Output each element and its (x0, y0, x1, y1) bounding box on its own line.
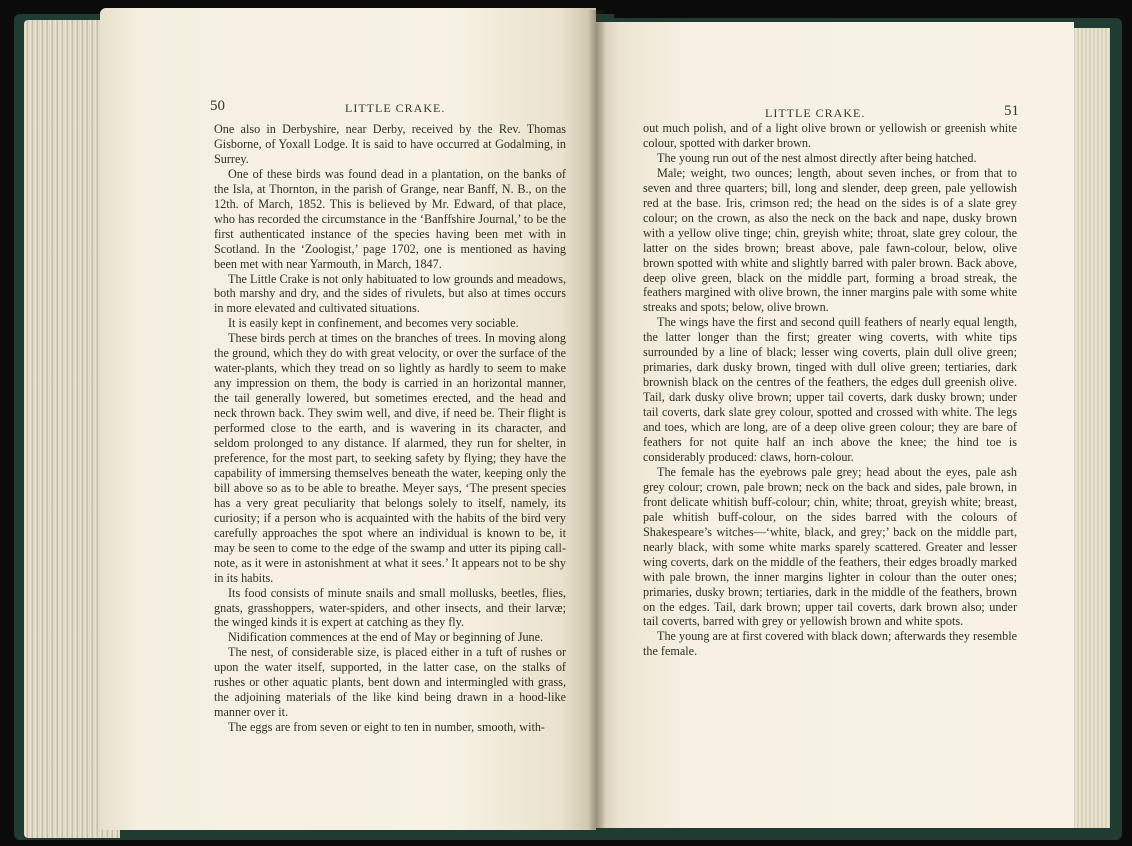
paragraph: The female has the eyebrows pale grey; head about the eyes, pale ash grey colour; crown, pale brown; neck on the back and sides, pale brown, in front delicate whitish buff-colour; chin, white; throat, greyish white; breast, pale whitish buff-colour, on the sides barred with the colours of Shakespeare’s witches—‘white, black, and grey;’ back on the middle part, nearly black, with some white marks sparely scattered. Greater and lesser wing coverts, dark on the middle of the feathers, their edges broadly marked with pale brown, the inner margins lighter in colour than the outer ones; primaries, dusky brown; tertiaries, dark in the middle of the feathers, brown on the edges. Tail, dark brown; upper tail coverts, dark brown also; under tail coverts, barred with grey or yellowish brown and white spots. (643, 464, 1017, 629)
paragraph: The wings have the first and second quill feathers of nearly equal length, the latter longer than the first; greater wing coverts, with white tips surrounded by a line of black; lesser wing coverts, plain dull olive green; primaries, dark dusky brown, tinged with dull olive green; tertiaries, dark brownish black on the centres of the feathers, the edges dull greenish olive. Tail, dark dusky olive brown; upper tail coverts, dark dusky brown; under tail coverts, dark slate grey colour, spotted and crossed with white. The legs and toes, which are long, are of a deep olive green colour; they are bare of feathers for not quite half an inch above the knee; the hind toe is considerably produced: claws, horn-colour. (643, 315, 1017, 464)
book-gutter (588, 10, 606, 830)
paragraph: It is easily kept in confinement, and becomes very sociable. (228, 316, 519, 331)
paragraph: out much polish, and of a light olive brown or yellowish or greenish white colour, spotted with darker brown. (643, 121, 1017, 150)
paragraph: One of these birds was found dead in a plantation, on the banks of the Isla, at Thornton, in the parish of Grange, near Banff, N. B., on the 12th. of March, 1852. This is believed by Mr. Edward, of that place, who has recorded the circumstance in the ‘Banffshire Journal,’ to be the first authenticated instance of the species having been met with in Scotland. In the ‘Zoologist,’ page 1702, one is mentioned as having been met with near Yarmouth, in March, 1847. (214, 166, 566, 271)
paragraph: Male; weight, two ounces; length, about seven inches, or from that to seven and three quarters; bill, long and slender, deep green, pale yellowish red at the base. Iris, crimson red; the head on the sides is of a slate grey colour; on the crown, as also the neck on the back and nape, dusky brown with a yellow olive tinge; chin, greyish white; throat, slate grey colour, the latter on the sides brown; breast above, pale fawn-colour, below, olive brown spotted with white and slightly barred with paler brown. Back above, deep olive green, black on the middle part, forming a broad streak, the feathers margined with olive brown, the inner margins pale with some white streaks and spots; below, olive brown. (643, 165, 1017, 315)
paragraph: These birds perch at times on the branches of trees. In moving along the ground, which they do with great velocity, or over the surface of the water-plants, which they tread on so lightly as hardly to seem to make any impression on them, the body is carried in an horizontal manner, the tail generally lowered, but sometimes erected, and the head and neck thrown back. They swim well, and dive, if need be. Their flight is performed close to the earth, and is wavering in its character, and seldom prolonged to any distance. If alarmed, they run for shelter, in preference, for the most part, to seeking safety by flying; they have the capability of immersing themselves beneath the water, keeping only the bill above so as to be able to breathe. Meyer says, ‘The present species has a very great peculiarity that belongs solely to itself, namely, its curiosity; if a person who is acquainted with the habits of the bird very carefully approaches the spot where an individual is known to be, it may be seen to come to the edge of the swamp and utter its piping call-note, as it were in astonishment at what it sees.’ It appears not to be shy in its habits. (214, 331, 566, 585)
left-page-text (214, 122, 566, 735)
right-page-text (643, 121, 1017, 659)
paragraph: One also in Derbyshire, near Derby, received by the Rev. Thomas Gisborne, of Yoxall Lodge. It is said to have occurred at Godalming, in Surrey. (214, 122, 566, 166)
right-running-head: LITTLE CRAKE. (765, 106, 866, 120)
paragraph: The young run out of the nest almost directly after being hatched. (657, 150, 977, 165)
paragraph: The nest, of considerable size, is placed either in a tuft of rushes or upon the water itself, supported, in the latter case, on the stalks of rushes or other aquatic plants, bent down and intermingled with grass, the adjoining materials of the like kind being drawn in a hood-like manner over it. (214, 645, 566, 720)
paragraph: Nidification commences at the end of May or beginning of June. (228, 630, 544, 645)
paragraph: The eggs are from seven or eight to ten in number, smooth, with- (228, 720, 545, 735)
left-running-head: LITTLE CRAKE. (345, 101, 446, 115)
paragraph: The Little Crake is not only habituated to low grounds and meadows, both marshy and dry, and the sides of rivulets, but also at times occurs in more elevated and cultivated situations. (214, 271, 566, 316)
left-page-number: 50 (210, 98, 225, 114)
paragraph: The young are at first covered with black down; afterwards they resemble the female. (643, 629, 1017, 659)
paragraph: Its food consists of minute snails and small mollusks, beetles, flies, gnats, grasshoppers, water-spiders, and other insects, and their larvæ; the winged kinds it is expert at catching as they fly. (214, 585, 566, 630)
right-page-number: 51 (1004, 103, 1019, 119)
